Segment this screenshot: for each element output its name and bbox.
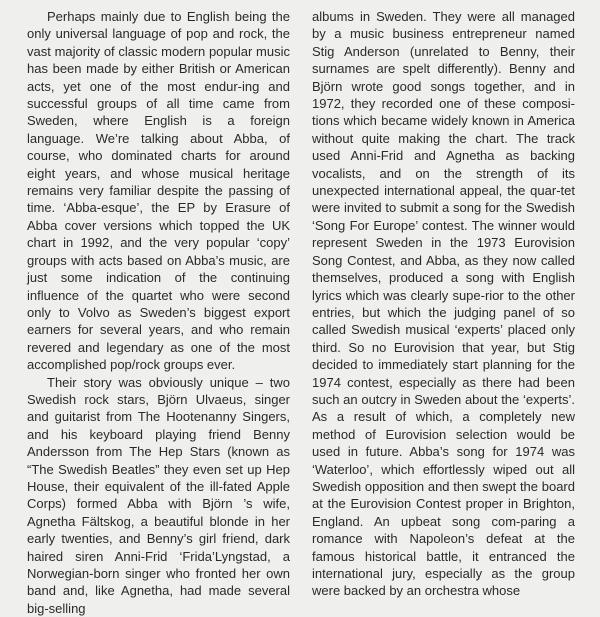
right-paragraph-1: albums in Sweden. They were all managed by a music business entrepreneur named Stig Anderson (unrelated to Benny, their surnames are spelt differently). Benny and Björn wrote good songs together, and in 1972, they recorded one of these composi-tions which became widely known in America without quite making the chart. The track used Anni-Frid and Agnetha as backing vocalists, and on the strength of its unexpected international appeal, the quar-tet were invited to submit a song for the Swedish ‘Song For Europe’ contest. The winner would represent Sweden in the 1973 Eurovision Song Contest, and Abba, as they now called themselves, produced a song with English lyrics which was clearly supe-rior to the other entries, but which the judging panel of so called Swedish musical ‘experts’ placed only third. So no Eurovision that year, but Stig decided to immediately start planning for the 1974 contest, especially as there had been such an outcry in Sweden about the ‘experts’. As a result of which, a completely new method of Eurovision selection would be used in future. Abba’s song for 1974 was ‘Waterloo’, which effortlessly wiped out all Swedish opposition and then swept the board at the Eurovision Contest proper in Brighton, England. An upbeat song com-paring a romance with Napoleon’s defeat at the famous historical battle, it entranced the international jury, especially as the group were backed by an orchestra whose bbox=[312, 9, 575, 599]
left-column bbox=[27, 8, 290, 617]
left-paragraph-2: Their story was obviously unique – two Swedish rock stars, Björn Ulvaeus, singer and guitarist from The Hootenanny Singers, and his keyboard playing friend Benny Andersson from The Hep Stars (known as “The Swedish Beatles” they even set up Hep House, their equivalent of the ill-fated Apple Corps) formed Abba with Björn ’s wife, Agnetha Fältskog, a beautiful blonde in her early twenties, and Benny’s girl friend, dark haired siren Anni-Frid ‘Frida’Lyngstad, a Norwegian-born singer who fronted her own band and, like Agnetha, had made several big-selling bbox=[27, 374, 290, 616]
right-column bbox=[312, 8, 575, 600]
left-paragraph-1: Perhaps mainly due to English being the only universal language of pop and rock, the vast majority of classic modern popular music has been made by either British or American acts, yet one of the most endur-ing and successful groups of all time came from Sweden, where English is a foreign language. We’re talking about Abba, of course, who dominated charts for around eight years, and whose musical heritage remains very familiar despite the passing of time. ‘Abba-esque’, the EP by Erasure of Abba cover versions which topped the UK chart in 1992, and the very popular ‘copy’ groups with acts based on Abba’s music, are just some indication of the continuing influence of the quartet who were second only to Volvo as Sweden’s biggest export earners for several years, and who remain revered and legendary as one of the most accomplished pop/rock groups ever. bbox=[27, 9, 290, 373]
